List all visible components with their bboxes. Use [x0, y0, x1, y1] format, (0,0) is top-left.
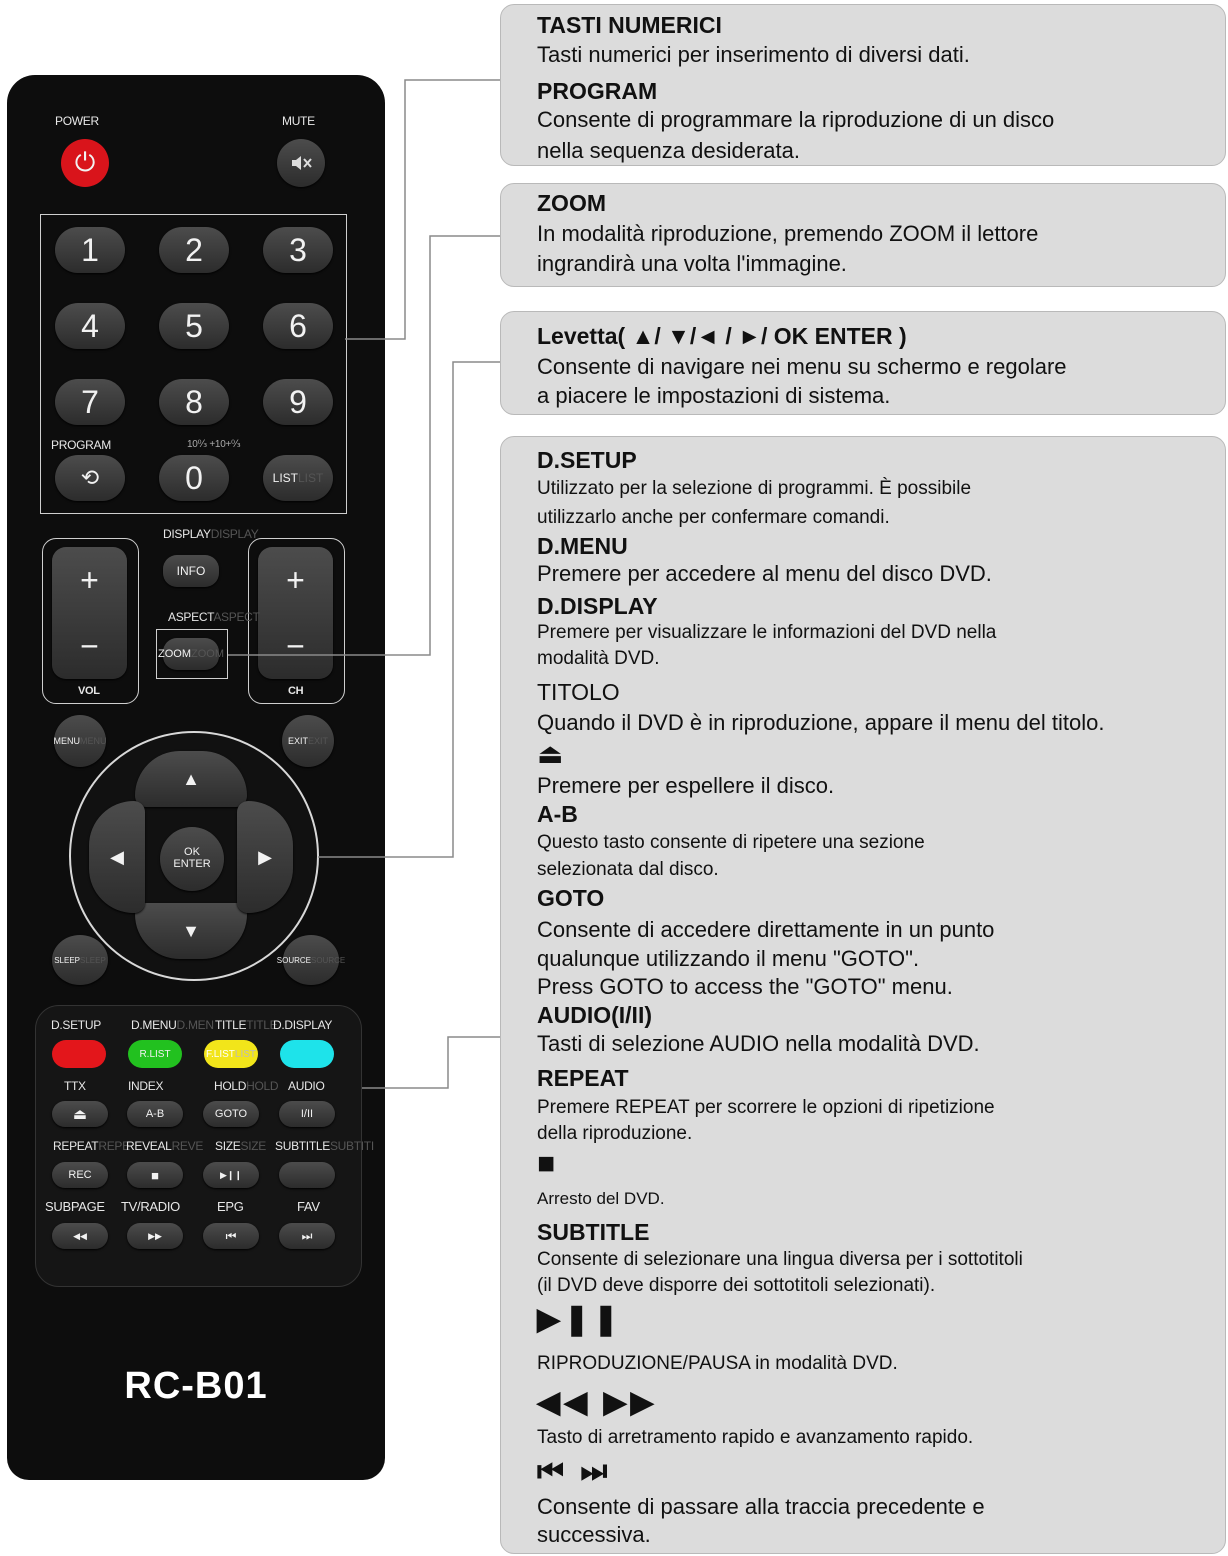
- rec-button[interactable]: REC: [52, 1162, 108, 1188]
- key-0[interactable]: 0: [159, 455, 229, 501]
- sleep-button[interactable]: SLEEP SLEEP: [52, 935, 108, 985]
- rewind-forward-icon: ◀◀ ▶▶: [537, 1386, 658, 1419]
- vol-up[interactable]: +: [80, 561, 99, 598]
- power-label: POWER: [55, 114, 99, 128]
- tvradio-label: TV/RADIO: [121, 1199, 180, 1214]
- power-icon: ⏻: [74, 147, 96, 177]
- key-4[interactable]: 4: [55, 303, 125, 349]
- callout-text: Questo tasto consente di ripetere una sezione: [537, 832, 925, 853]
- audio-i-ii-button[interactable]: I/II: [279, 1101, 335, 1127]
- ch-down[interactable]: −: [286, 627, 305, 664]
- callout-text: Premere per espellere il disco.: [537, 773, 835, 798]
- exit-button[interactable]: EXIT EXIT: [282, 715, 334, 767]
- zoom-button[interactable]: ZOOM ZOOM: [163, 638, 219, 670]
- yellow-button[interactable]: F.LIST LIST: [204, 1040, 258, 1068]
- callout-text: Premere REPEAT per scorrere le opzioni di ripetizione: [537, 1097, 995, 1118]
- callout-text: Premere per accedere al menu del disco DVD.: [537, 561, 992, 586]
- ch-label: CH: [288, 685, 304, 697]
- rewind-icon: ◀◀: [73, 1230, 87, 1241]
- title-key-label: TITLETITLE: [215, 1018, 278, 1032]
- audio-key-label: AUDIO: [288, 1079, 325, 1093]
- reveal-label: REVEALREVE: [126, 1139, 204, 1153]
- callout-title-tasti-numerici: TASTI NUMERICI: [537, 12, 722, 38]
- list-ghost: LIST: [298, 471, 324, 485]
- callout-text: Premere per visualizzare le informazioni del DVD nella: [537, 622, 997, 643]
- ch-up[interactable]: +: [286, 561, 305, 598]
- callout-text: Press GOTO to access the "GOTO" menu.: [537, 974, 953, 999]
- play-pause-icon: ▶❚❚: [537, 1303, 623, 1336]
- hold-label: HOLDHOLD: [214, 1079, 279, 1093]
- fav-label: FAV: [297, 1199, 320, 1214]
- info-button[interactable]: INFO: [163, 555, 219, 587]
- aspect-label: ASPECTASPECT: [168, 610, 260, 624]
- ab-button[interactable]: A-B: [127, 1101, 183, 1127]
- vol-down[interactable]: −: [80, 627, 99, 664]
- dsetup-key-label: D.SETUP: [51, 1018, 101, 1032]
- key-1[interactable]: 1: [55, 227, 125, 273]
- callout-title-titolo: TITOLO: [537, 679, 620, 705]
- callout-text: nella sequenza desiderata.: [537, 138, 800, 163]
- key-2[interactable]: 2: [159, 227, 229, 273]
- program-label: PROGRAM: [51, 438, 111, 452]
- subtitle-key-label: SUBTITLESUBTITI: [275, 1139, 374, 1153]
- stop-icon: ■: [151, 1167, 159, 1183]
- eject-icon: ⏏: [72, 1106, 88, 1123]
- callout-title-program: PROGRAM: [537, 78, 658, 104]
- green-button[interactable]: R.LIST: [128, 1040, 182, 1068]
- left-button[interactable]: ◀: [89, 801, 145, 913]
- key-5[interactable]: 5: [159, 303, 229, 349]
- repeat-loop-icon: ⟲: [80, 465, 100, 490]
- callout-title-goto: GOTO: [537, 885, 605, 911]
- key-3[interactable]: 3: [263, 227, 333, 273]
- enter-label: ENTER: [173, 858, 211, 870]
- play-pause-icon: ▶❙❙: [219, 1169, 242, 1180]
- size-label: SIZESIZE: [215, 1139, 266, 1153]
- callout-text: Consente di selezionare una lingua diversa per i sottotitoli: [537, 1249, 1023, 1270]
- callout-text: Utilizzato per la selezione di programmi. È possibile: [537, 478, 972, 499]
- callout-text: ingrandirà una volta l'immagine.: [537, 251, 847, 276]
- key-9[interactable]: 9: [263, 379, 333, 425]
- key-8[interactable]: 8: [159, 379, 229, 425]
- callout-text: Consente di accedere direttamente in un punto: [537, 917, 995, 942]
- callout-title-zoom: ZOOM: [537, 190, 606, 216]
- callout-title-subtitle: SUBTITLE: [537, 1219, 650, 1245]
- ddisplay-key-label: D.DISPLAY: [273, 1018, 333, 1032]
- repeat-key-label: REPEATREPE: [53, 1139, 130, 1153]
- menu-button[interactable]: MENU MENU: [54, 715, 106, 767]
- callout-text: Consente di programmare la riproduzione di un disco: [537, 107, 1055, 132]
- callout-title-ddisplay: D.DISPLAY: [537, 593, 658, 619]
- callout-text: Tasti numerici per inserimento di diversi dati.: [537, 42, 970, 67]
- list-label: LIST: [272, 471, 298, 485]
- callout-text: della riproduzione.: [537, 1123, 693, 1144]
- vol-label: VOL: [78, 685, 100, 697]
- previous-icon: ⏮: [225, 1228, 237, 1243]
- display-label: DISPLAYDISPLAY: [163, 527, 259, 541]
- callout-title-repeat: REPEAT: [537, 1065, 629, 1091]
- callout-title-levetta: Levetta( ▲/ ▼/◄ / ►/ OK ENTER ): [537, 323, 907, 349]
- epg-label: EPG: [217, 1199, 244, 1214]
- callout-title-audio: AUDIO(I/II): [537, 1002, 652, 1028]
- callout-text: Consente di navigare nei menu su schermo e regolare: [537, 354, 1067, 379]
- callout-text: a piacere le impostazioni di sistema.: [537, 383, 891, 408]
- callout-text: selezionata dal disco.: [537, 859, 719, 880]
- ok-label: OK: [184, 846, 200, 859]
- model-name: RC-B01: [124, 1365, 268, 1407]
- tenplus-label: 10↉ +10+↉: [187, 439, 241, 450]
- callout-text: Consente di passare alla traccia precedente e: [537, 1494, 985, 1519]
- callout-text: RIPRODUZIONE/PAUSA in modalità DVD.: [537, 1353, 898, 1374]
- callout-title-ab: A-B: [537, 801, 578, 827]
- callout-text: qualunque utilizzando il menu "GOTO".: [537, 946, 920, 971]
- callout-title-dsetup: D.SETUP: [537, 447, 637, 473]
- goto-button[interactable]: GOTO: [203, 1101, 259, 1127]
- callout-text: Arresto del DVD.: [537, 1189, 665, 1208]
- key-7[interactable]: 7: [55, 379, 125, 425]
- callout-text: Quando il DVD è in riproduzione, appare il menu del titolo.: [537, 710, 1105, 735]
- ttx-label: TTX: [64, 1079, 86, 1093]
- skip-icon: ⏮ ⏭: [537, 1455, 612, 1488]
- mute-label: MUTE: [282, 114, 315, 128]
- callout-text: Tasto di arretramento rapido e avanzamento rapido.: [537, 1427, 974, 1448]
- callout-text: successiva.: [537, 1522, 651, 1547]
- right-button[interactable]: ▶: [237, 801, 293, 913]
- callout-title-dmenu: D.MENU: [537, 533, 628, 559]
- up-button[interactable]: ▲: [135, 751, 247, 807]
- callout-text: utilizzarlo anche per confermare comandi.: [537, 507, 890, 528]
- key-6[interactable]: 6: [263, 303, 333, 349]
- fast-forward-icon: ▶▶: [148, 1230, 162, 1241]
- callout-text: modalità DVD.: [537, 648, 660, 669]
- index-label: INDEX: [128, 1079, 164, 1093]
- callout-text: (il DVD deve disporre dei sottotitoli selezionati).: [537, 1275, 936, 1296]
- callout-text: Tasti di selezione AUDIO nella modalità DVD.: [537, 1031, 980, 1056]
- down-button[interactable]: ▼: [135, 903, 247, 959]
- source-button[interactable]: SOURCE SOURCE: [283, 935, 339, 985]
- callout-text: In modalità riproduzione, premendo ZOOM il lettore: [537, 221, 1039, 246]
- subpage-label: SUBPAGE: [45, 1199, 105, 1214]
- eject-icon: ⏏: [537, 738, 564, 769]
- dmenu-key-label: D.MENUD.MEN: [131, 1018, 214, 1032]
- next-icon: ⏭: [301, 1228, 313, 1243]
- stop-icon: ■: [537, 1147, 556, 1180]
